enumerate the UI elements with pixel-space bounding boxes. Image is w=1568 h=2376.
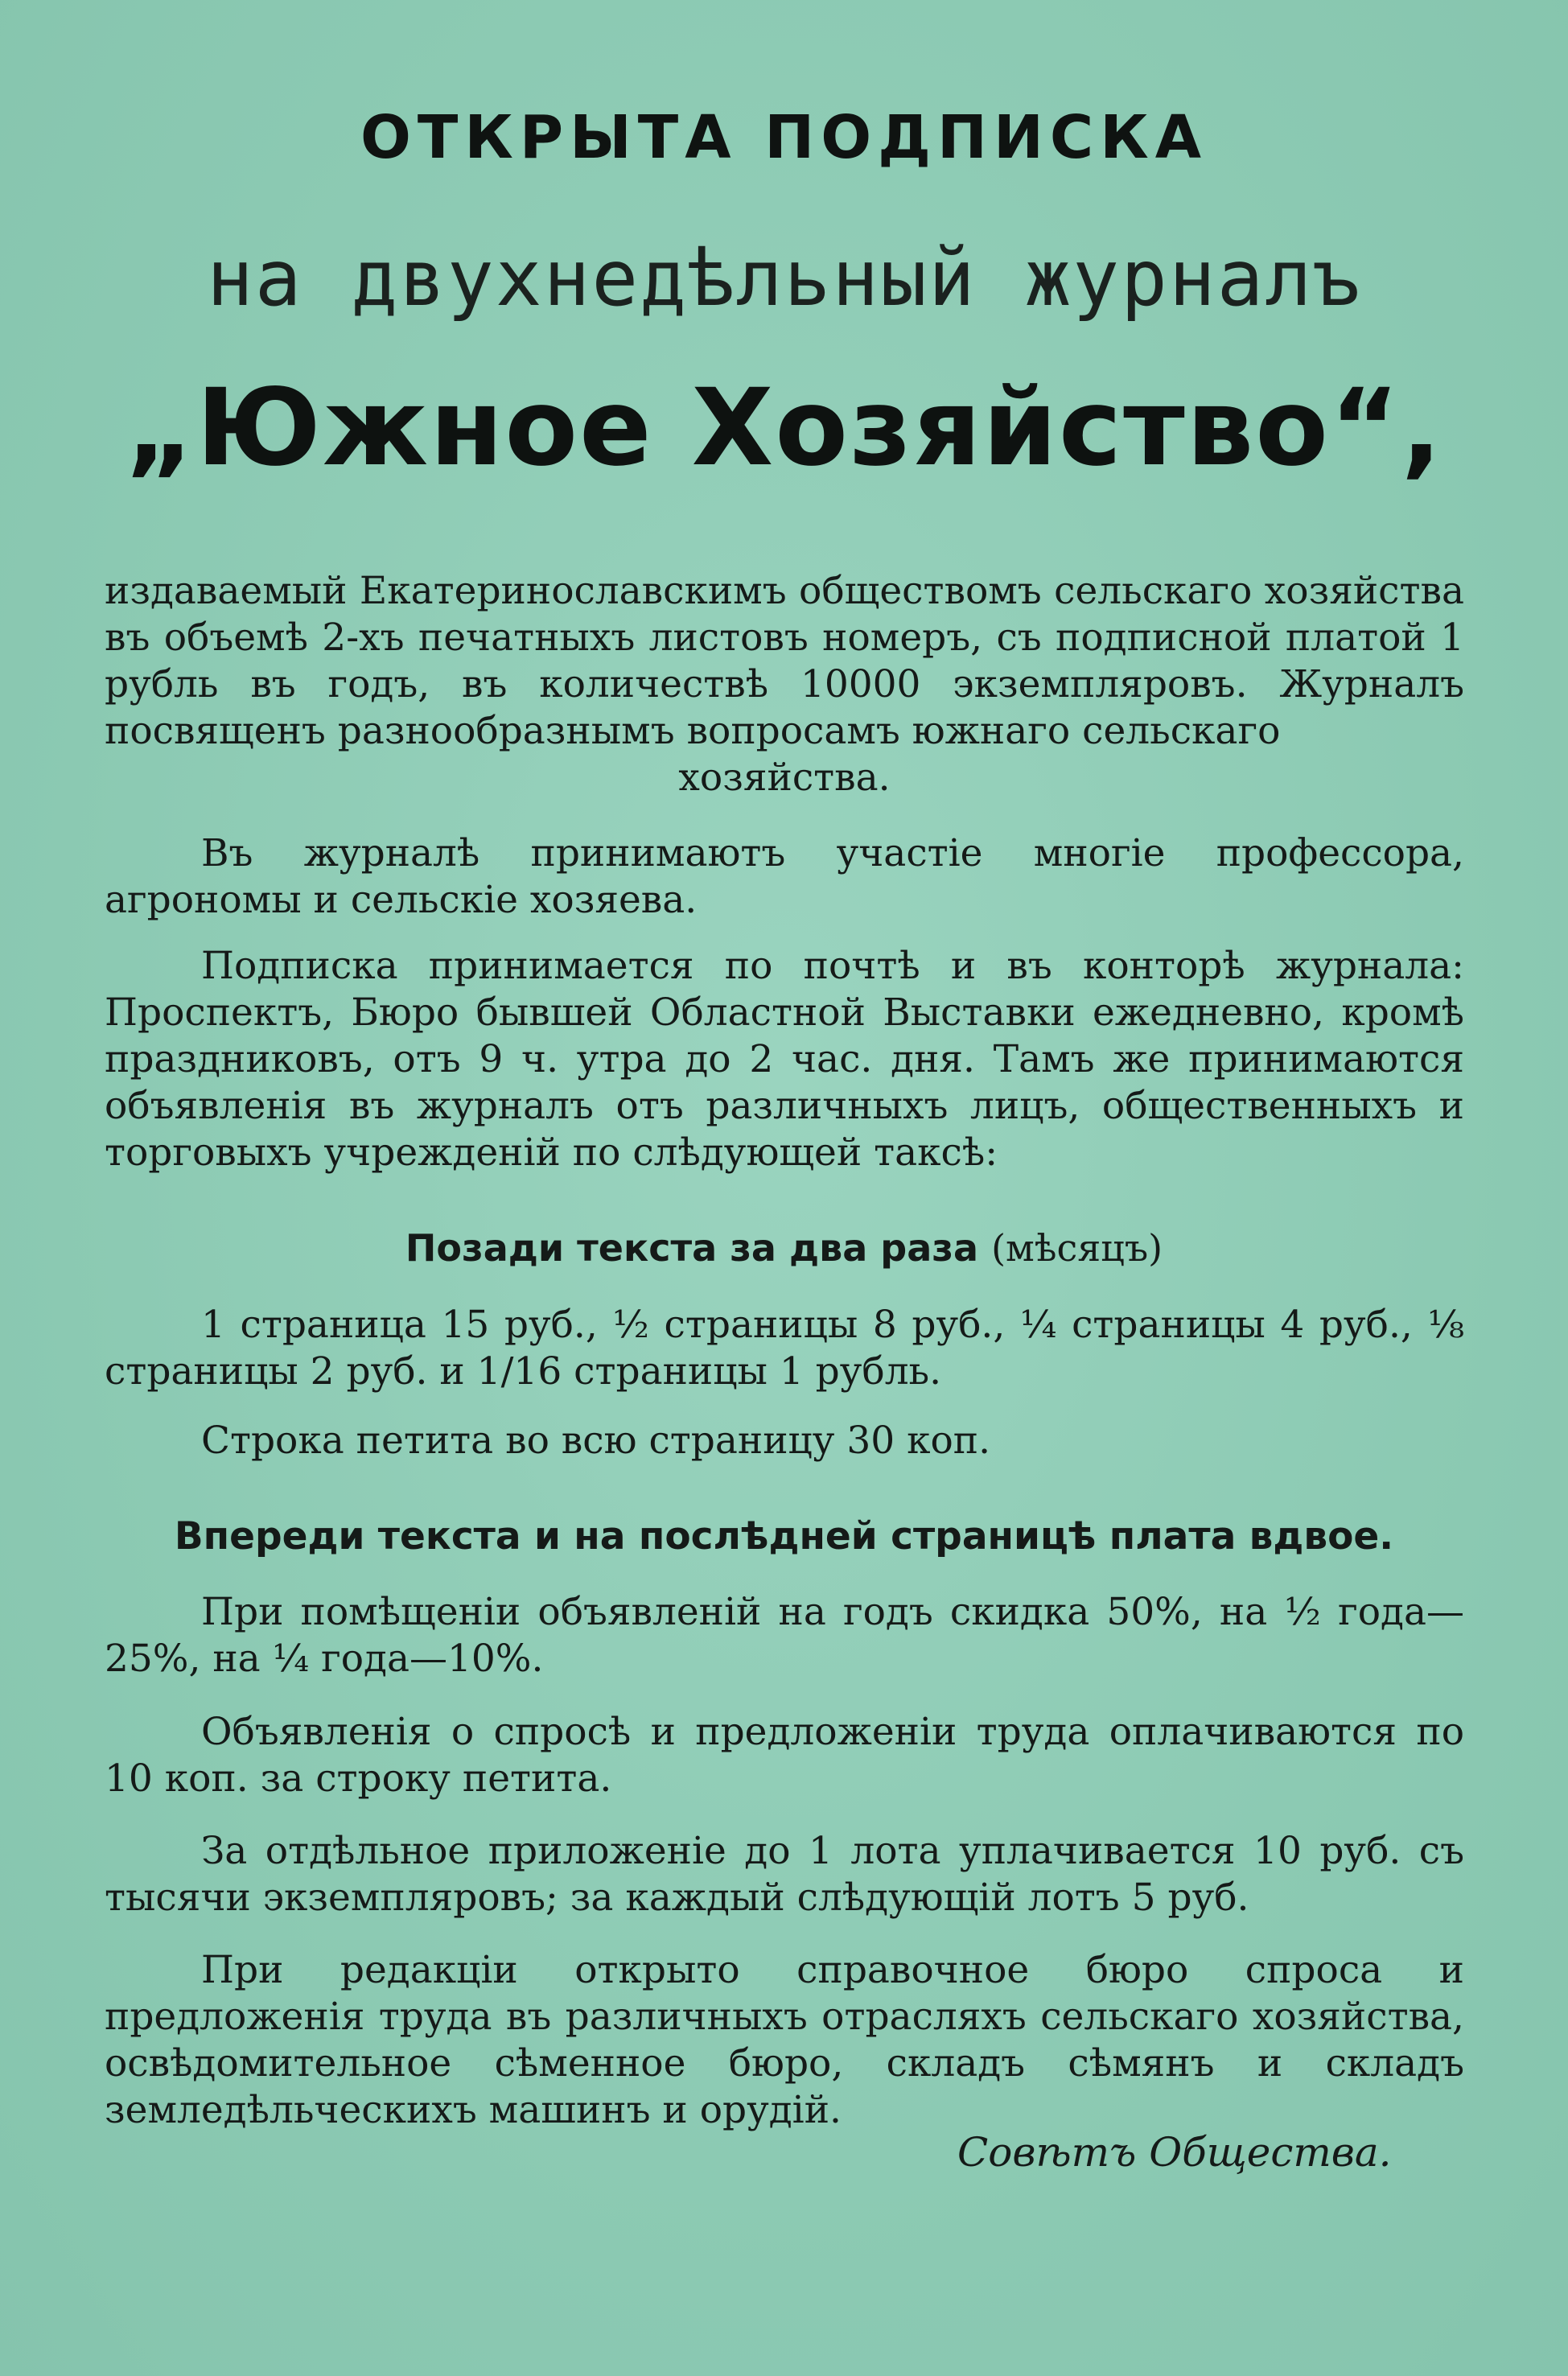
participants-text: Въ журналѣ принимаютъ участіе многіе профессора, агрономы и сельскіе хозяева. [105,831,1464,922]
heading-subscription-open: ОТКРЫТА ПОДПИСКА [360,103,1208,172]
labor-ads-text: Объявленія о спросѣ и предложеніи труда оплачиваются по 10 коп. за строку петита. [105,1710,1464,1801]
front-heading: Впереди текста и на послѣдней страницѣ плата вдвое. [174,1514,1394,1559]
rates-heading-note: (мѣсяцъ) [991,1226,1163,1270]
bureau-text: При редакціи открыто справочное бюро спроса и предложенія труда въ различныхъ отрасляхъ сельскаго хозяйства, освѣдомительное сѣменное бюро, складъ сѣмянъ и складъ земледѣльческихъ машинъ и орудій. [105,1948,1464,2132]
subscription-text: Подписка принимается по почтѣ и въ конторѣ журнала: Проспектъ, Бюро бывшей Областной Выставки ежедневно, кромѣ праздниковъ, отъ 9 ч. утра до 2 час. дня. Тамъ же принимаются объявленія въ журналъ отъ различныхъ лицъ, общественныхъ и торговыхъ учрежденій по слѣдующей таксѣ: [105,944,1464,1175]
subscription-paragraph [105,943,1464,1176]
intro-text: издаваемый Екатеринославскимъ обществомъ сельскаго хозяйства въ объемѣ 2-хъ печатныхъ листовъ номеръ, съ подписной платой 1 рубль въ годъ, въ количествѣ 10000 экземпляровъ. Журналъ посвященъ разнообразнымъ вопросамъ южнаго сельскаго [105,569,1464,753]
rates-heading [0,1226,1568,1270]
supplement-text: За отдѣльное приложеніе до 1 лота уплачивается 10 руб. съ тысячи экземпляровъ; за каждый слѣдующій лотъ 5 руб. [105,1829,1464,1920]
discount-text: При помѣщеніи объявленій на годъ скидка 50%, на ½ года— 25%, на ¼ года—10%. [105,1590,1464,1681]
line-price-paragraph [105,1418,1464,1464]
labor-ads-paragraph [105,1709,1464,1802]
intro-paragraph [105,568,1464,801]
line-price-text: Строка петита во всю страницу 30 коп. [201,1419,991,1463]
intro-last-line: хозяйства. [678,756,891,800]
heading-journal-type: на двухнедѣльный журналъ [206,233,1362,323]
rates-prices-paragraph [105,1302,1464,1395]
bureau-paragraph [105,1947,1464,2134]
supplement-paragraph [105,1828,1464,1921]
rates-heading-text: Позади текста за два раза [405,1226,979,1270]
discount-paragraph [105,1589,1464,1682]
journal-title: „Южное Хозяйство“, [125,366,1443,490]
rates-prices-text: 1 страница 15 руб., ½ страницы 8 руб., ¼ страницы 4 руб., ⅛ страницы 2 руб. и 1/16 страницы 1 рубль. [105,1303,1464,1394]
signature: Совѣтъ Общества. [957,2129,1392,2176]
participants-paragraph [105,830,1464,924]
